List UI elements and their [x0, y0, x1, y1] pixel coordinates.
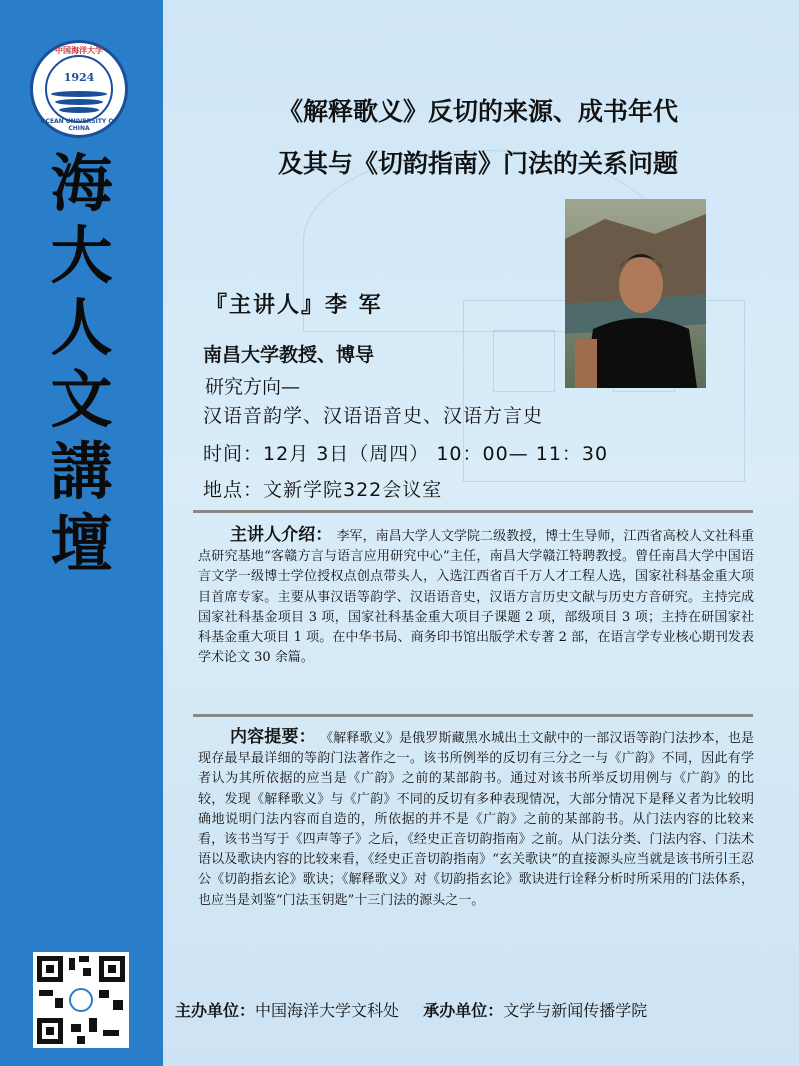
wave-icon: [55, 99, 103, 105]
lecture-title: [183, 86, 773, 190]
summary-heading: 内容提要：: [230, 727, 316, 747]
intro-heading: 主讲人介绍：: [230, 525, 333, 545]
lecture-title-line: 及其与《切韵指南》门法的关系问题: [277, 149, 678, 178]
qr-code[interactable]: [33, 952, 129, 1048]
university-badge-icon: [69, 988, 93, 1012]
section-divider: [193, 510, 753, 513]
speaker-photo: [565, 199, 706, 388]
research-heading: 研究方向—: [205, 376, 301, 398]
lecture-place: 地点：文新学院322会议室: [203, 479, 443, 501]
co-organizer-value: 文学与新闻传播学院: [503, 1001, 648, 1020]
co-organizer-label: 承办单位：: [423, 1001, 504, 1020]
logo-ring-text-bottom: OCEAN UNIVERSITY OF CHINA: [40, 118, 118, 132]
wave-icon: [51, 91, 107, 97]
lecture-time: 时间：12月 3日（周四） 10：00— 11：30: [203, 443, 609, 465]
host-label: 主办单位：: [175, 1001, 256, 1020]
forum-title-char: 文: [50, 363, 113, 436]
host-value: 中国海洋大学文科处: [255, 1001, 400, 1020]
speaker-affiliation: 南昌大学教授、博导: [203, 344, 375, 366]
sidebar: [0, 0, 163, 1066]
watermark-sketch: [493, 330, 555, 392]
speaker-intro: [198, 520, 754, 668]
logo-year: 1924: [63, 71, 95, 84]
wave-icon: [59, 107, 99, 113]
research-fields: 汉语音韵学、汉语语音史、汉语方言史: [203, 405, 544, 427]
lecture-title-line: 《解释歌义》反切的来源、成书年代: [277, 97, 678, 126]
university-logo: [30, 40, 128, 138]
forum-title-vertical: [0, 148, 163, 580]
summary-text: 《解释歌义》是俄罗斯藏黑水城出土文献中的一部汉语等韵门法抄本，也是现存最早最详细的等韵门法著作之一。该书所例举的反切有三分之一与《广韵》不同，因此有学者认为其所依据的应当是《广韵》之前的某部韵书。通过对该书所举反切用例与《广韵》的比较，发现《解释歌义》与《广韵》不同的反切有多种表现情况，大部分情况下是释义者为比较明确地说明门法内容而自造的，所依据的并不是《广韵》之前的某部韵书。从门法内容的比较来看，该书当写于《四声等子》之后，《经史正音切韵指南》之前。从门法分类、门法内容、门法术语以及歌诀内容的比较来看，《经史正音切韵指南》“玄关歌诀”的直接源头应当就是该书所引王忍公《切韵指玄论》歌诀；《解释歌义》对《切韵指玄论》歌诀进行诠释分析时所采用的门法体系，也应当是刘鉴“门法玉钥匙”十三门法的源头之一。: [198, 731, 754, 908]
content-summary: [198, 722, 754, 911]
organizers: [175, 998, 647, 1021]
section-divider: [193, 714, 753, 717]
forum-title-char: 講: [50, 435, 113, 508]
speaker-name: 『主讲人』李 军: [205, 292, 383, 318]
poster-main: [163, 0, 799, 1066]
intro-text: 李军，南昌大学人文学院二级教授，博士生导师，江西省高校人文社科重点研究基地“客赣方言与语言应用研究中心”主任，南昌大学赣江特聘教授。曾任南昌大学中国语言文学一级博士学位授权点创点带头人，入选江西省百千万人才工程人选，国家社科基金重大项目首席专家。主要从事汉语等韵学、汉语语音史，汉语方言历史文献与历史方音研究。主持完成国家社科基金项目 3 项，国家社科基金重大项目子课题 2 项，部级项目 3 项；主持在研国家社科基金重大项目 1 项。在中华书局、商务印书馆出版学术专著 2 部，在语言学专业核心期刊发表学术论文 30 余篇。: [198, 529, 754, 666]
logo-ring-text-top: 中国海洋大学: [55, 46, 103, 55]
forum-title-char: 大: [50, 219, 113, 292]
forum-title-char: 人: [50, 291, 113, 364]
logo-emblem: [45, 55, 113, 123]
forum-title-char: 壇: [50, 507, 113, 580]
forum-title-char: 海: [50, 147, 113, 220]
